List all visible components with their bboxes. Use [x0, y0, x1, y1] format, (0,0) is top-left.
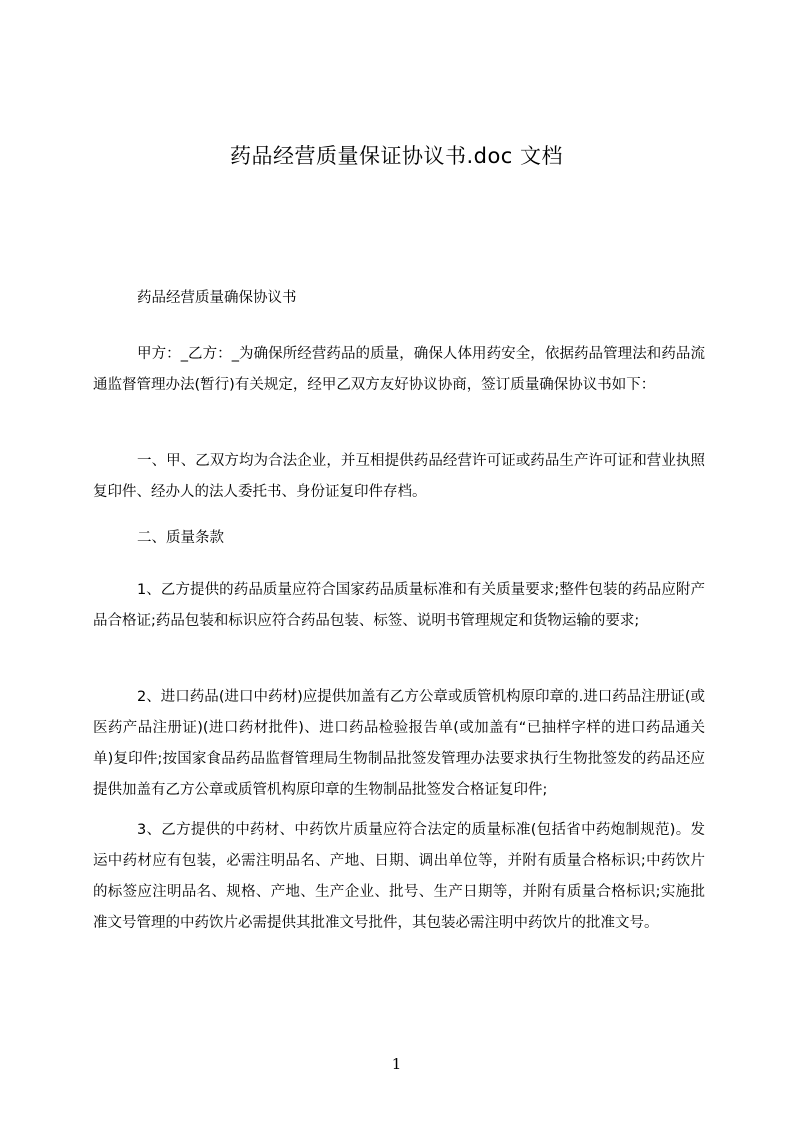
- clause-two-heading: 二、质量条款: [137, 530, 224, 546]
- clause-one-paragraph: 一、甲、乙双方均为合法企业，并互相提供药品经营许可证或药品生产许可证和营业执照复印件、经办人的法人委托书、身份证复印件存档。: [93, 453, 705, 500]
- clause-two-item-2: 2、进口药品(进口中药材)应提供加盖有乙方公章或质管机构原印章的.进口药品注册证(或医药产品注册证)(进口药材批件)、进口药品检验报告单(或加盖有“已抽样字样的进口药品通关单)复印件;按国家食品药品监督管理局生物制品批签发管理办法要求执行生物批签发的药品还应提供加盖有乙方公章或质管机构原印章的生物制品批签发合格证复印件;: [93, 689, 705, 798]
- page-number: 1: [391, 1055, 402, 1073]
- document-title: 药品经营质量保证协议书.doc 文档: [229, 144, 564, 168]
- intro-paragraph: 甲方：_乙方：_为确保所经营药品的质量，确保人体用药安全，依据药品管理法和药品流通监督管理办法(暂行)有关规定，经甲乙双方友好协议协商，签订质量确保协议书如下：: [93, 346, 705, 393]
- agreement-subtitle: 药品经营质量确保协议书: [137, 290, 297, 306]
- clause-two-item-3: 3、乙方提供的中药材、中药饮片质量应符合法定的质量标准(包括省中药炮制规范)。发运中药材应有包装，必需注明品名、产地、日期、调出单位等，并附有质量合格标识;中药饮片的标签应注明品名、规格、产地、生产企业、批号、生产日期等，并附有质量合格标识;实施批准文号管理的中药饮片必需提供其批准文号批件，其包装必需注明中药饮片的批准文号。: [93, 822, 705, 931]
- clause-two-item-1: 1、乙方提供的药品质量应符合国家药品质量标准和有关质量要求;整件包装的药品应附产品合格证;药品包装和标识应符合药品包装、标签、说明书管理规定和货物运输的要求;: [93, 582, 705, 629]
